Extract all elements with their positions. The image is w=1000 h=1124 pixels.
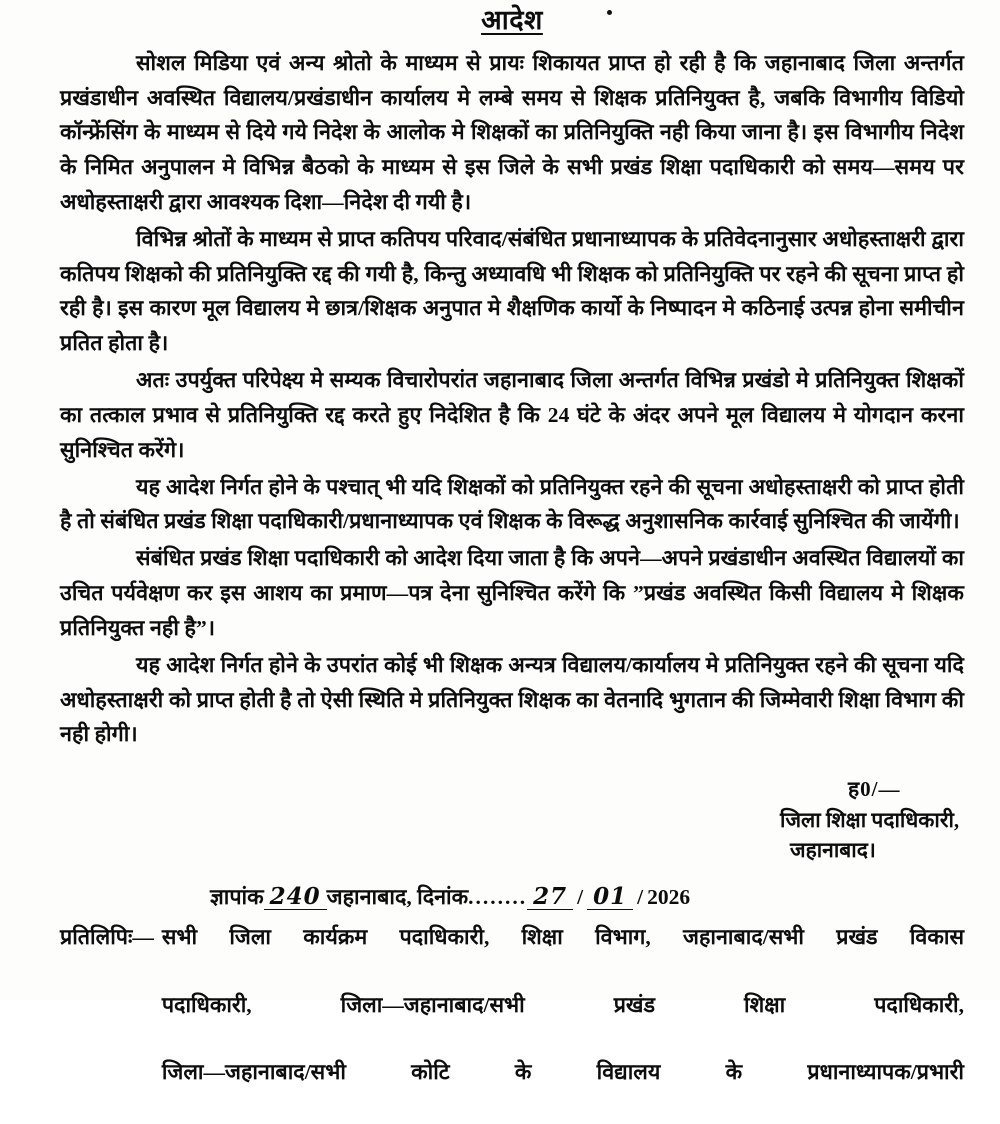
memo-slash-1: / <box>577 884 584 909</box>
paragraph-5: संबंधित प्रखंड शिक्षा पदाधिकारी को आदेश दिया जाता है कि अपने—अपने प्रखंडाधीन अवस्थित विद्यालयों का उचित पर्यवेक्षण कर इस आशय का प्रमाण—पत्र देना सुनिश्चित करेंगे कि ”प्रखंड अवस्थित किसी विद्यालय मे शिक्षक प्रतिनियुक्त नही है”। <box>60 546 964 640</box>
memo-label: ज्ञापांक <box>210 884 264 909</box>
paragraph-4: यह आदेश निर्गत होने के पश्चात् भी यदि शिक्षकों को प्रतिनियुक्त रहने की सूचना अधोहस्ताक्षरी को प्राप्त होती है तो संबंधित प्रखंड शिक्षा पदाधिकारी/प्रधानाध्यापक एवं शिक्षक के विरूद्ध अनुशासनिक कार्रवाई सुनिश्चित की जायेंगी। <box>60 474 964 534</box>
memo-number: 240 <box>264 885 327 910</box>
memo-dots: ........ <box>468 884 528 909</box>
copy-line-3: जिला—जहानाबाद/सभी कोटि के विद्यालय के प्रधानाध्यापक/प्रभारी <box>161 1060 964 1085</box>
ink-dot <box>607 10 612 15</box>
signature-block <box>60 774 964 865</box>
signature-mark: ह0/— <box>848 777 901 802</box>
page-title: आदेश <box>481 5 543 35</box>
copy-body <box>162 921 964 1124</box>
paragraph-3: अतः उपर्युक्त परिपेक्ष्य मे सम्यक विचारोपरांत जहानाबाद जिला अन्तर्गत विभिन्न प्रखंडो मे प्रतिनियुक्त शिक्षकों का तत्काल प्रभाव से प्रतिनियुक्ति रद्द करते हुए निदेशित है कि 24 घंटे के अंदर अपने मूल विद्यालय मे योगदान करना सुनिश्चित करेंगे। <box>60 368 964 462</box>
copy-label: प्रतिलिपिः— <box>60 924 154 949</box>
signatory-place: जहानाबाद। <box>790 838 876 863</box>
memo-year: 2026 <box>647 884 691 909</box>
memo-city: जहानाबाद, दिनांक <box>326 884 469 909</box>
memo-slash-2: / <box>637 884 644 909</box>
copy-line-1: सभी जिला कार्यक्रम पदाधिकारी, शिक्षा विभाग, जहानाबाद/सभी प्रखंड विकास <box>161 924 964 949</box>
copy-distribution-block <box>60 921 964 1124</box>
paragraph-2: विभिन्न श्रोतों के माध्यम से प्राप्त कतिपय परिवाद/संबंधित प्रधानाध्यापक के प्रतिवेदनानुसार अधोहस्ताक्षरी द्वारा कतिपय शिक्षको की प्रतिनियुक्ति रद्द की गयी है, किन्तु अध्यावधि भी शिक्षक को प्रतिनियुक्ति पर रहने की सूचना प्राप्त हो रही है। इस कारण मूल विद्यालय मे छात्र/शिक्षक अनुपात मे शैक्षणिक कार्यो के निष्पादन मे कठिनाई उत्पन्न होना समीचीन प्रतित होता है। <box>60 226 964 356</box>
paragraph-6: यह आदेश निर्गत होने के उपरांत कोई भी शिक्षक अन्यत्र विद्यालय/कार्यालय मे प्रतिनियुक्त रहने की सूचना यदि अधोहस्ताक्षरी को प्राप्त होती है तो ऐसी स्थिति मे प्रतिनियुक्त शिक्षक का वेतनादि भुगतान की जिम्मेवारी शिक्षा विभाग की नही होगी। <box>60 652 964 747</box>
signatory-designation: जिला शिक्षा पदाधिकारी, <box>780 807 960 832</box>
memo-line <box>60 882 964 911</box>
memo-day: 27 <box>527 885 573 910</box>
memo-month: 01 <box>587 885 633 910</box>
paragraph-1: सोशल मिडिया एवं अन्य श्रोतो के माध्यम से प्रायः शिकायत प्राप्त हो रही है कि जहानाबाद जिला अन्तर्गत प्रखंडाधीन अवस्थित विद्यालय/प्रखंडाधीन कार्यालय मे लम्बे समय से शिक्षक प्रतिनियुक्त है, जबकि विभागीय विडियो कॉन्फ्रेंसिंग के माध्यम से दिये गये निदेश के आलोक मे शिक्षकों का प्रतिनियुक्ति नही किया जाना है। इस विभागीय निदेश के निमित अनुपालन मे विभिन्न बैठको के माध्यम से इस जिले के सभी प्रखंड शिक्षा पदाधिकारी को समय—समय पर अधोहस्ताक्षरी द्वारा आवश्यक दिशा—निदेश दी गयी है। <box>60 50 964 214</box>
copy-line-2: पदाधिकारी, जिला—जहानाबाद/सभी प्रखंड शिक्षा पदाधिकारी, <box>161 992 964 1017</box>
